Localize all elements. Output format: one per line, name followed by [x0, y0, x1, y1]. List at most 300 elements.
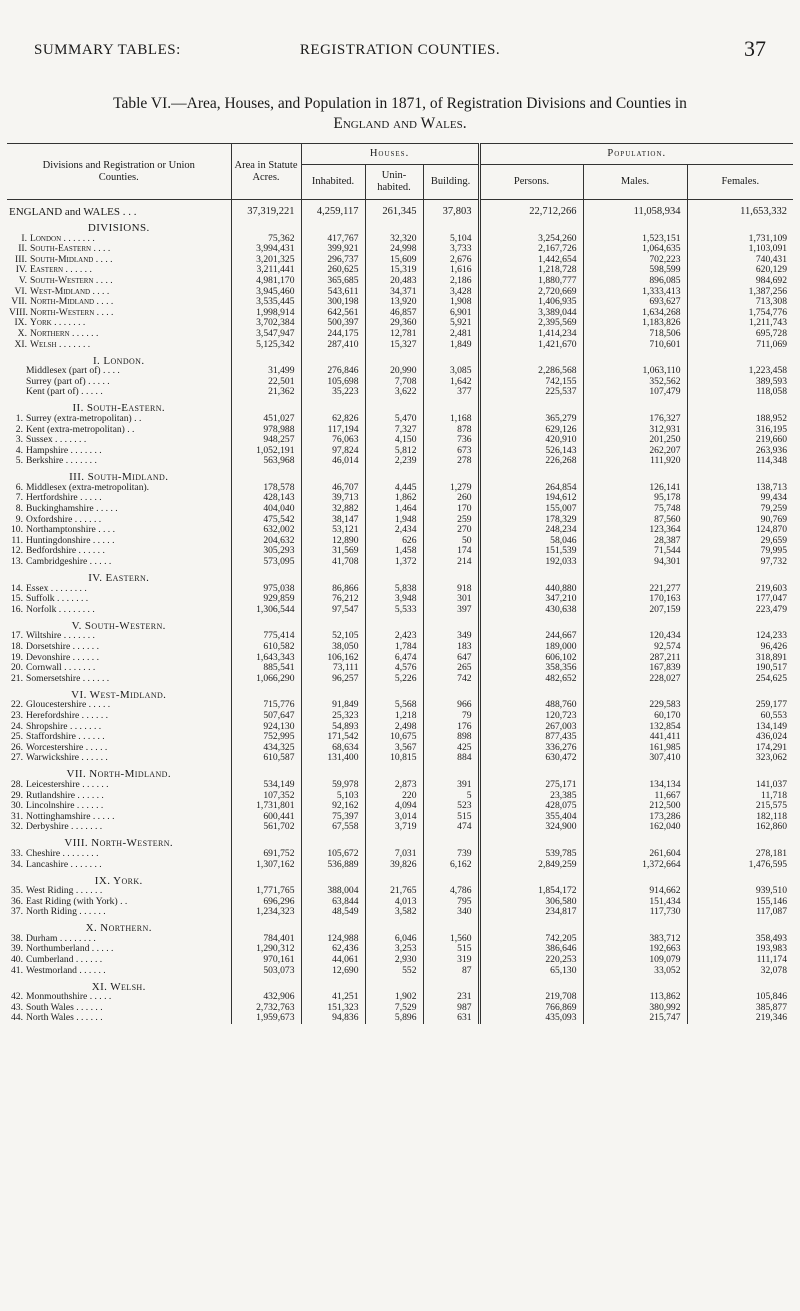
- division-males: 702,223: [583, 255, 687, 266]
- county-persons: 219,708: [479, 992, 583, 1003]
- county-area: 534,149: [231, 780, 301, 791]
- division-row: [7, 244, 793, 255]
- county-persons: 742,155: [479, 377, 583, 388]
- county-label: North Wales . . . . . .: [26, 1013, 103, 1024]
- county-label: South Wales . . . . . .: [26, 1002, 103, 1013]
- county-inhabited: 12,890: [301, 536, 365, 547]
- county-area: 978,988: [231, 425, 301, 436]
- county-uninhabited: 2,239: [365, 456, 423, 467]
- county-females: 118,058: [687, 387, 793, 398]
- division-name: [7, 265, 231, 276]
- county-building: 515: [423, 944, 479, 955]
- county-males: 120,434: [583, 631, 687, 642]
- division-index: XI.: [14, 339, 27, 350]
- county-area: 1,731,801: [231, 801, 301, 812]
- county-uninhabited: 2,873: [365, 780, 423, 791]
- county-uninhabited: 4,150: [365, 435, 423, 446]
- division-males: 718,506: [583, 329, 687, 340]
- county-females: 436,024: [687, 732, 793, 743]
- county-females: 389,593: [687, 377, 793, 388]
- county-males: 312,931: [583, 425, 687, 436]
- county-persons: 877,435: [479, 732, 583, 743]
- county-females: 177,047: [687, 594, 793, 605]
- county-uninhabited: 7,708: [365, 377, 423, 388]
- county-number: 16.: [11, 604, 23, 615]
- county-label: West Riding . . . . . .: [26, 886, 103, 897]
- total-area: 37,319,221: [231, 207, 301, 218]
- division-uninhabited: 15,319: [365, 265, 423, 276]
- division-building: 2,481: [423, 329, 479, 340]
- section-heading: III. South-Midland.: [69, 471, 169, 483]
- county-males: 92,574: [583, 642, 687, 653]
- section-heading: X. Northern.: [85, 922, 152, 934]
- county-building: 742: [423, 674, 479, 685]
- county-row: [7, 456, 793, 467]
- county-males: 212,500: [583, 801, 687, 812]
- division-row: [7, 329, 793, 340]
- division-label: South-Midland . . . .: [30, 254, 113, 265]
- county-persons: 58,046: [479, 536, 583, 547]
- header-population: Population.: [479, 144, 793, 165]
- county-uninhabited: 3,567: [365, 743, 423, 754]
- division-females: 620,129: [687, 265, 793, 276]
- county-label: Sussex . . . . . . .: [26, 435, 87, 446]
- county-row: [7, 812, 793, 823]
- county-building: 391: [423, 780, 479, 791]
- county-name: [7, 594, 231, 605]
- section-heading-row: [7, 568, 793, 584]
- county-name: [7, 907, 231, 918]
- header-uninhabited: Unin-habited.: [365, 165, 423, 200]
- county-persons: 488,760: [479, 700, 583, 711]
- section-heading: V. South-Western.: [71, 619, 166, 632]
- county-persons: 178,329: [479, 515, 583, 526]
- county-persons: 306,580: [479, 897, 583, 908]
- county-inhabited: 117,194: [301, 425, 365, 436]
- county-area: 503,073: [231, 966, 301, 977]
- county-uninhabited: 7,529: [365, 1003, 423, 1014]
- county-females: 29,659: [687, 536, 793, 547]
- county-row: [7, 753, 793, 764]
- header-males: Males.: [583, 165, 687, 200]
- division-uninhabited: 32,320: [365, 234, 423, 245]
- division-persons: 2,720,669: [479, 287, 583, 298]
- county-persons: 155,007: [479, 504, 583, 515]
- county-row: [7, 700, 793, 711]
- county-row: [7, 711, 793, 722]
- division-uninhabited: 15,609: [365, 255, 423, 266]
- county-number: 20.: [11, 663, 23, 674]
- county-females: 114,348: [687, 456, 793, 467]
- county-label: Hampshire . . . . . . .: [26, 445, 102, 456]
- county-inhabited: 5,103: [301, 791, 365, 802]
- division-area: 3,211,441: [231, 265, 301, 276]
- total-uninhabited: 261,345: [365, 207, 423, 218]
- total-building: 37,803: [423, 207, 479, 218]
- county-persons: 192,033: [479, 557, 583, 568]
- county-inhabited: 46,707: [301, 483, 365, 494]
- county-building: 170: [423, 504, 479, 515]
- header-inhabited: Inhabited.: [301, 165, 365, 200]
- county-label: Buckinghamshire . . . . .: [26, 504, 118, 515]
- county-males: 352,562: [583, 377, 687, 388]
- section-heading: II. South-Eastern.: [72, 402, 166, 414]
- county-row: [7, 732, 793, 743]
- division-inhabited: 399,921: [301, 244, 365, 255]
- county-uninhabited: 3,014: [365, 812, 423, 823]
- division-label: South-Eastern . . . .: [30, 244, 111, 255]
- county-name: [7, 955, 231, 966]
- section-heading: VII. North-Midland.: [66, 768, 171, 780]
- division-persons: 1,442,654: [479, 255, 583, 266]
- county-label: Derbyshire . . . . . . .: [26, 822, 103, 833]
- county-label: Gloucestershire . . . . .: [26, 700, 111, 711]
- county-females: 190,517: [687, 663, 793, 674]
- county-name: [7, 780, 231, 791]
- county-building: 377: [423, 387, 479, 398]
- county-persons: 742,205: [479, 934, 583, 945]
- county-uninhabited: 5,896: [365, 1013, 423, 1024]
- county-uninhabited: 1,464: [365, 504, 423, 515]
- division-uninhabited: 20,483: [365, 276, 423, 287]
- county-persons: 226,268: [479, 456, 583, 467]
- county-name: [7, 1003, 231, 1014]
- county-inhabited: 41,708: [301, 557, 365, 568]
- county-row: [7, 674, 793, 685]
- county-area: 1,307,162: [231, 860, 301, 871]
- county-persons: 1,854,172: [479, 886, 583, 897]
- county-inhabited: 67,558: [301, 822, 365, 833]
- county-row: [7, 642, 793, 653]
- county-number: 6.: [15, 482, 23, 493]
- county-number: 2.: [15, 424, 23, 435]
- county-name: [7, 446, 231, 457]
- county-name: [7, 425, 231, 436]
- county-persons: 234,817: [479, 907, 583, 918]
- county-females: 32,078: [687, 966, 793, 977]
- county-persons: 2,286,568: [479, 366, 583, 377]
- division-building: 2,186: [423, 276, 479, 287]
- division-index: X.: [17, 328, 27, 339]
- header-row-top: [7, 144, 793, 165]
- caption-line-1: Table VI.—Area, Houses, and Population in 1871, of Registration Divisions and Counties in: [113, 95, 687, 112]
- county-persons: 435,093: [479, 1013, 583, 1024]
- county-number: 39.: [11, 944, 23, 955]
- division-name: [7, 234, 231, 245]
- county-name: [7, 605, 231, 616]
- county-males: 1,063,110: [583, 366, 687, 377]
- county-label: Norfolk . . . . . . . .: [26, 604, 95, 615]
- county-row: [7, 822, 793, 833]
- county-row: [7, 663, 793, 674]
- county-area: 610,582: [231, 642, 301, 653]
- division-label: London . . . . . . .: [30, 233, 95, 244]
- county-name: [7, 642, 231, 653]
- division-row: [7, 308, 793, 319]
- county-area: 1,959,673: [231, 1013, 301, 1024]
- county-label: Kent (extra-metropolitan) . .: [26, 424, 135, 435]
- total-row: [7, 207, 793, 218]
- division-label: West-Midland . . . .: [30, 286, 110, 297]
- county-inhabited: 48,549: [301, 907, 365, 918]
- division-row: [7, 297, 793, 308]
- county-inhabited: 63,844: [301, 897, 365, 908]
- county-label: Berkshire . . . . . . .: [26, 456, 97, 467]
- county-building: 515: [423, 812, 479, 823]
- division-inhabited: 300,198: [301, 297, 365, 308]
- county-uninhabited: 1,784: [365, 642, 423, 653]
- county-building: 1,279: [423, 483, 479, 494]
- county-name: [7, 1013, 231, 1024]
- county-building: 878: [423, 425, 479, 436]
- division-area: 1,998,914: [231, 308, 301, 319]
- county-building: 214: [423, 557, 479, 568]
- county-males: 383,712: [583, 934, 687, 945]
- county-inhabited: 41,251: [301, 992, 365, 1003]
- county-males: 228,027: [583, 674, 687, 685]
- division-area: 4,981,170: [231, 276, 301, 287]
- division-area: 3,945,460: [231, 287, 301, 298]
- county-females: 1,476,595: [687, 860, 793, 871]
- county-label: Herefordshire . . . . . .: [26, 710, 109, 721]
- county-persons: 264,854: [479, 483, 583, 494]
- county-inhabited: 53,121: [301, 525, 365, 536]
- division-area: 75,362: [231, 234, 301, 245]
- county-building: 673: [423, 446, 479, 457]
- county-uninhabited: 6,046: [365, 934, 423, 945]
- county-name: [7, 414, 231, 425]
- county-area: 432,906: [231, 992, 301, 1003]
- county-row: [7, 653, 793, 664]
- division-row: [7, 255, 793, 266]
- section-heading-row: [7, 467, 793, 483]
- county-area: 1,643,343: [231, 653, 301, 664]
- county-name: [7, 631, 231, 642]
- county-row: [7, 791, 793, 802]
- division-uninhabited: 12,781: [365, 329, 423, 340]
- county-inhabited: 91,849: [301, 700, 365, 711]
- header-females: Females.: [687, 165, 793, 200]
- division-row: [7, 276, 793, 287]
- county-row: [7, 722, 793, 733]
- county-area: 775,414: [231, 631, 301, 642]
- county-males: 261,604: [583, 849, 687, 860]
- county-females: 162,860: [687, 822, 793, 833]
- county-area: 975,038: [231, 584, 301, 595]
- county-label: Westmorland . . . . . .: [26, 965, 106, 976]
- county-persons: 420,910: [479, 435, 583, 446]
- county-males: 176,327: [583, 414, 687, 425]
- county-label: Leicestershire . . . . . .: [26, 779, 109, 790]
- county-males: 192,663: [583, 944, 687, 955]
- county-name: [7, 791, 231, 802]
- county-name: [7, 387, 231, 398]
- county-males: 307,410: [583, 753, 687, 764]
- county-uninhabited: 5,838: [365, 584, 423, 595]
- county-females: 385,877: [687, 1003, 793, 1014]
- county-females: 259,177: [687, 700, 793, 711]
- county-persons: 766,869: [479, 1003, 583, 1014]
- division-index: I.: [21, 233, 27, 244]
- county-uninhabited: 1,372: [365, 557, 423, 568]
- county-number: 23.: [11, 710, 23, 721]
- county-name: [7, 456, 231, 467]
- header-area: Area in Statute Acres.: [231, 144, 301, 200]
- total-males: 11,058,934: [583, 207, 687, 218]
- county-uninhabited: 1,902: [365, 992, 423, 1003]
- county-inhabited: 75,397: [301, 812, 365, 823]
- running-head-left: SUMMARY TABLES:: [34, 42, 181, 58]
- division-area: 3,702,384: [231, 318, 301, 329]
- division-row: [7, 265, 793, 276]
- county-name: [7, 897, 231, 908]
- county-males: 262,207: [583, 446, 687, 457]
- county-name: [7, 812, 231, 823]
- county-label: Monmouthshire . . . . .: [26, 992, 112, 1003]
- division-persons: 1,421,670: [479, 340, 583, 351]
- county-males: 109,079: [583, 955, 687, 966]
- county-name: [7, 732, 231, 743]
- county-number: 4.: [15, 445, 23, 456]
- division-inhabited: 500,397: [301, 318, 365, 329]
- division-name: [7, 340, 231, 351]
- county-label: Somersetshire . . . . . .: [26, 673, 110, 684]
- division-females: 740,431: [687, 255, 793, 266]
- county-building: 4,786: [423, 886, 479, 897]
- division-males: 1,064,635: [583, 244, 687, 255]
- county-building: 231: [423, 992, 479, 1003]
- county-number: 11.: [11, 535, 23, 546]
- county-building: 319: [423, 955, 479, 966]
- division-label: Welsh . . . . . . .: [30, 339, 91, 350]
- division-males: 710,601: [583, 340, 687, 351]
- county-number: 29.: [11, 790, 23, 801]
- county-label: Cambridgeshire . . . . .: [26, 557, 112, 568]
- division-row: [7, 234, 793, 245]
- county-label: Hertfordshire . . . . .: [26, 493, 102, 504]
- county-number: 27.: [11, 753, 23, 764]
- county-inhabited: 536,889: [301, 860, 365, 871]
- county-females: 939,510: [687, 886, 793, 897]
- county-building: 795: [423, 897, 479, 908]
- division-area: 3,201,325: [231, 255, 301, 266]
- county-females: 105,846: [687, 992, 793, 1003]
- section-heading: IV. Eastern.: [88, 572, 150, 584]
- county-uninhabited: 3,622: [365, 387, 423, 398]
- county-building: 987: [423, 1003, 479, 1014]
- county-inhabited: 96,257: [301, 674, 365, 685]
- county-males: 11,667: [583, 791, 687, 802]
- county-row: [7, 483, 793, 494]
- county-row: [7, 584, 793, 595]
- county-name: [7, 557, 231, 568]
- division-index: III.: [15, 254, 27, 265]
- county-males: 221,277: [583, 584, 687, 595]
- county-building: 966: [423, 700, 479, 711]
- county-persons: 151,539: [479, 546, 583, 557]
- county-area: 1,306,544: [231, 605, 301, 616]
- county-inhabited: 68,634: [301, 743, 365, 754]
- county-inhabited: 76,063: [301, 435, 365, 446]
- county-uninhabited: 1,218: [365, 711, 423, 722]
- county-males: 71,544: [583, 546, 687, 557]
- county-uninhabited: 10,815: [365, 753, 423, 764]
- county-label: Rutlandshire . . . . . .: [26, 790, 104, 801]
- county-uninhabited: 220: [365, 791, 423, 802]
- county-name: [7, 435, 231, 446]
- county-uninhabited: 1,458: [365, 546, 423, 557]
- division-label: North-Western . . . .: [30, 307, 114, 318]
- county-persons: 630,472: [479, 753, 583, 764]
- county-uninhabited: 5,470: [365, 414, 423, 425]
- section-heading-row: [7, 350, 793, 366]
- county-persons: 430,638: [479, 605, 583, 616]
- county-uninhabited: 5,533: [365, 605, 423, 616]
- county-males: 107,479: [583, 387, 687, 398]
- county-persons: 606,102: [479, 653, 583, 664]
- county-persons: 526,143: [479, 446, 583, 457]
- division-females: 1,387,256: [687, 287, 793, 298]
- county-males: 1,372,664: [583, 860, 687, 871]
- county-inhabited: 105,672: [301, 849, 365, 860]
- county-females: 358,493: [687, 934, 793, 945]
- county-area: 948,257: [231, 435, 301, 446]
- division-row: [7, 287, 793, 298]
- division-area: 3,535,445: [231, 297, 301, 308]
- county-females: 193,983: [687, 944, 793, 955]
- county-area: 929,859: [231, 594, 301, 605]
- division-name: [7, 276, 231, 287]
- county-females: 215,575: [687, 801, 793, 812]
- county-uninhabited: 6,474: [365, 653, 423, 664]
- county-females: 111,174: [687, 955, 793, 966]
- county-number: 42.: [11, 992, 23, 1003]
- caption-line-2: England and Wales.: [333, 115, 467, 132]
- county-inhabited: 44,061: [301, 955, 365, 966]
- county-number: 34.: [11, 859, 23, 870]
- running-head: [0, 36, 800, 62]
- county-name: [7, 822, 231, 833]
- county-females: 134,149: [687, 722, 793, 733]
- division-label: South-Western . . . .: [30, 275, 113, 286]
- county-number: 19.: [11, 652, 23, 663]
- county-number: 22.: [11, 700, 23, 711]
- county-persons: 220,253: [479, 955, 583, 966]
- county-inhabited: 171,542: [301, 732, 365, 743]
- county-label: Kent (part of) . . . . .: [26, 387, 103, 398]
- county-label: Devonshire . . . . . .: [26, 652, 100, 663]
- division-inhabited: 365,685: [301, 276, 365, 287]
- county-row: [7, 1003, 793, 1014]
- county-row: [7, 387, 793, 398]
- county-inhabited: 97,547: [301, 605, 365, 616]
- county-area: 924,130: [231, 722, 301, 733]
- county-name: [7, 366, 231, 377]
- division-uninhabited: 15,327: [365, 340, 423, 351]
- county-uninhabited: 4,013: [365, 897, 423, 908]
- county-label: Nottinghamshire . . . . .: [26, 811, 115, 822]
- county-label: East Riding (with York) . .: [26, 896, 128, 907]
- county-area: 563,968: [231, 456, 301, 467]
- county-males: 117,730: [583, 907, 687, 918]
- division-building: 1,849: [423, 340, 479, 351]
- county-number: 44.: [11, 1013, 23, 1024]
- county-inhabited: 276,846: [301, 366, 365, 377]
- county-persons: 248,234: [479, 525, 583, 536]
- county-uninhabited: 5,226: [365, 674, 423, 685]
- county-name: [7, 663, 231, 674]
- county-label: Wiltshire . . . . . . .: [26, 631, 95, 642]
